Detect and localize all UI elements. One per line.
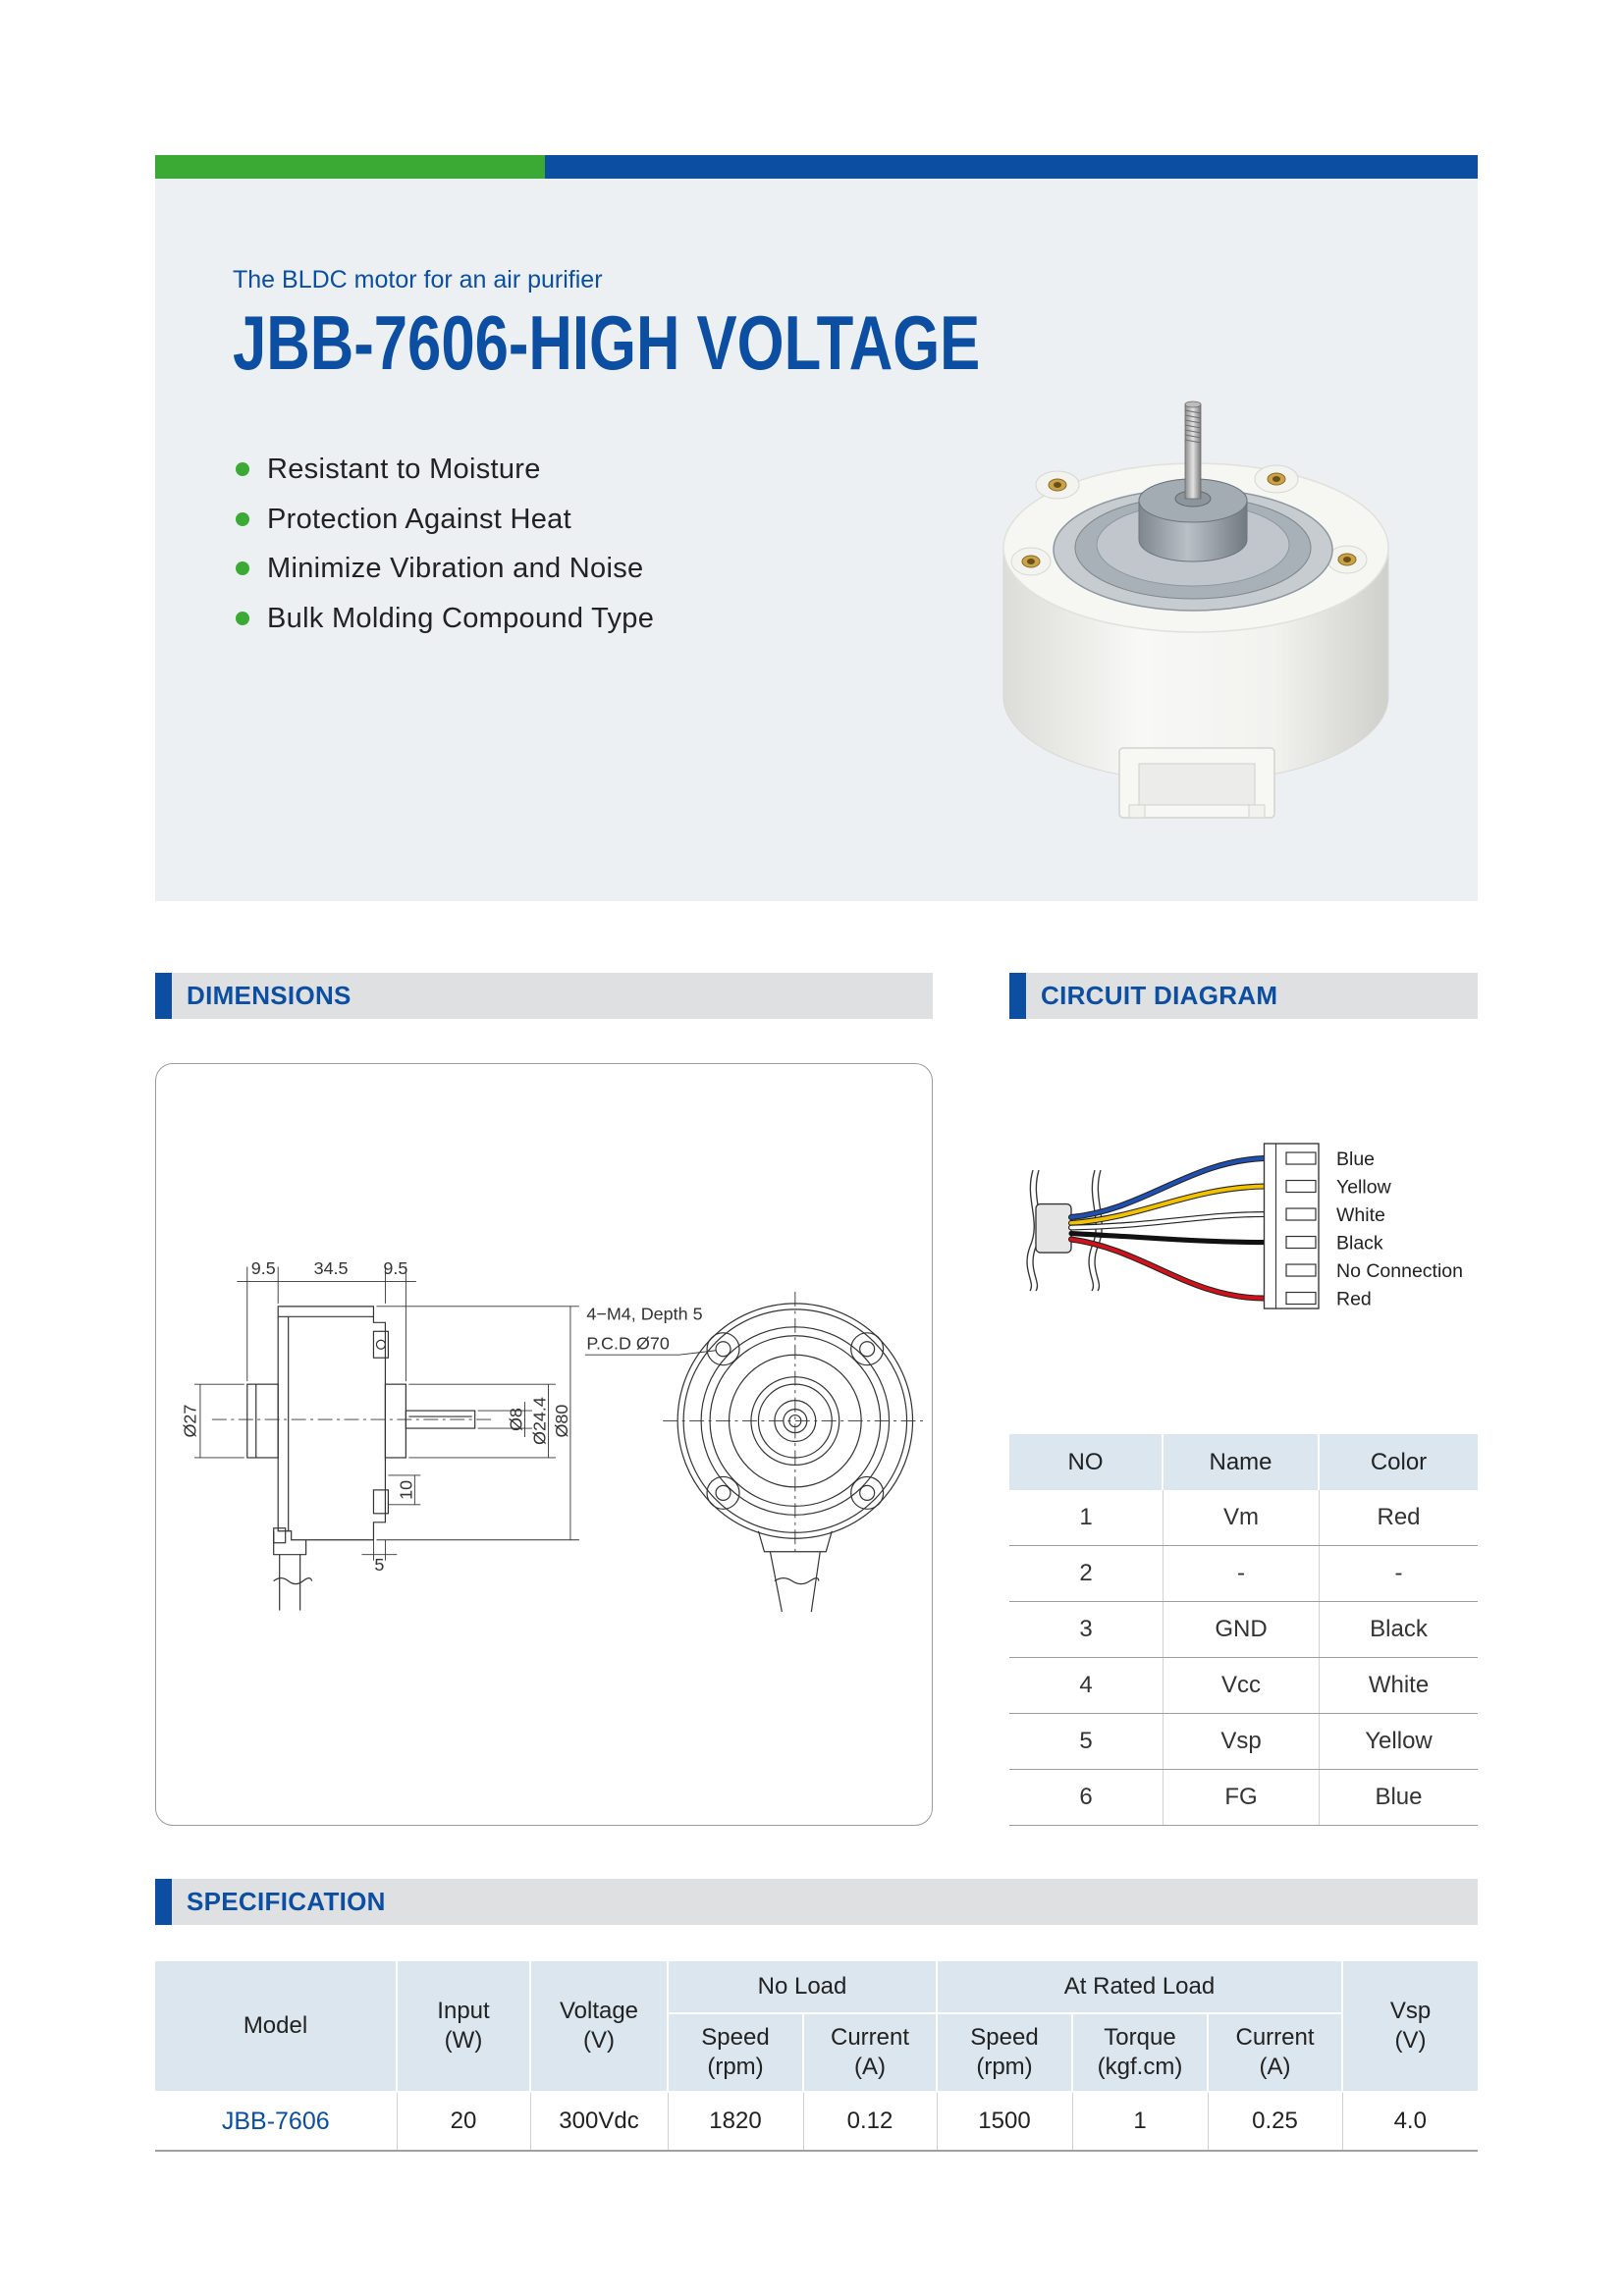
table-row [1009, 1490, 1478, 1546]
header-label: Voltage [559, 1998, 639, 2024]
table-row [1009, 1602, 1478, 1658]
dimensions-box [155, 1063, 933, 1826]
section-title: SPECIFICATION [187, 1887, 386, 1916]
header-unit: (rpm) [707, 2054, 764, 2080]
bullet-dot [236, 561, 249, 575]
feature-item [236, 500, 923, 539]
product-subtitle: The BLDC motor for an air purifier [233, 266, 603, 294]
motor-connector [1119, 748, 1274, 818]
dim-label: 34.5 [313, 1257, 349, 1278]
table-cell: GND [1164, 1602, 1320, 1657]
dim-label: 5 [374, 1555, 385, 1575]
header-unit: (A) [854, 2054, 886, 2080]
header-label: Input [437, 1998, 490, 2024]
header-label: Current [830, 2024, 910, 2051]
table-row [1009, 1658, 1478, 1714]
spec-header-row [155, 1961, 1478, 2013]
motor-photo [982, 383, 1414, 834]
table-cell: 6 [1009, 1770, 1164, 1825]
column-group-no-load: No Load [668, 1961, 937, 2013]
column-header: Color [1370, 1448, 1428, 1475]
wire-label: Blue [1336, 1148, 1376, 1170]
pin-table-header [1009, 1434, 1478, 1490]
table-cell: 20 [397, 2092, 530, 2151]
section-marker [1009, 973, 1026, 1019]
section-title: CIRCUIT DIAGRAM [1041, 981, 1278, 1010]
feature-text: Minimize Vibration and Noise [267, 553, 644, 584]
table-cell: 1820 [668, 2092, 803, 2151]
table-cell: 0.12 [803, 2092, 937, 2151]
table-cell: Black [1370, 1616, 1428, 1642]
dim-label: Ø80 [551, 1404, 571, 1438]
column-header: NO [1009, 1434, 1164, 1490]
cable-sheath [1036, 1204, 1071, 1254]
specification-table [155, 1961, 1478, 2152]
dim-label: Ø24.4 [529, 1397, 550, 1445]
section-marker [155, 973, 172, 1019]
front-view [663, 1292, 927, 1612]
table-cell: 5 [1009, 1714, 1164, 1769]
pcd-note: P.C.D Ø70 [586, 1333, 670, 1354]
table-cell: 300Vdc [530, 2092, 668, 2151]
section-marker [155, 1879, 172, 1925]
header-unit: (V) [1394, 2027, 1427, 2054]
feature-item [236, 450, 923, 489]
dimension-drawing [156, 1064, 932, 1825]
section-header-dimensions [155, 973, 933, 1019]
column-group-rated-load: At Rated Load [937, 1961, 1342, 2013]
column-header-current [803, 2013, 937, 2092]
column-header-speed [668, 2013, 803, 2092]
header-unit: (W) [444, 2027, 483, 2054]
table-cell: Yellow [1365, 1728, 1433, 1754]
feature-text: Resistant to Moisture [267, 454, 541, 485]
table-cell-model: JBB-7606 [155, 2092, 397, 2151]
table-row [1009, 1714, 1478, 1770]
feature-text: Bulk Molding Compound Type [267, 602, 655, 634]
table-row [1009, 1770, 1478, 1826]
table-cell: Blue [1375, 1784, 1423, 1810]
column-header-voltage [530, 1961, 668, 2092]
header-unit: (kgf.cm) [1097, 2054, 1183, 2080]
bullet-dot [236, 462, 249, 476]
table-cell: White [1368, 1672, 1430, 1698]
header-label: Torque [1104, 2024, 1176, 2051]
table-cell: 2 [1009, 1546, 1164, 1601]
product-title: JBB-7606-HIGH VOLTAGE [233, 299, 981, 386]
table-cell: Vcc [1164, 1658, 1320, 1713]
section-title: DIMENSIONS [187, 981, 352, 1010]
feature-text: Protection Against Heat [267, 503, 571, 535]
section-header-circuit [1009, 973, 1478, 1019]
table-cell: 3 [1009, 1602, 1164, 1657]
motor-shaft [1185, 401, 1201, 499]
side-view [212, 1307, 491, 1611]
header-unit: (A) [1259, 2054, 1291, 2080]
wire-label: No Connection [1336, 1259, 1463, 1282]
column-header-speed [937, 2013, 1072, 2092]
dim-label: 10 [396, 1479, 416, 1500]
table-cell: 4 [1009, 1658, 1164, 1713]
pin-table [1009, 1434, 1478, 1826]
header-label: Vsp [1389, 1998, 1432, 2024]
table-cell: 1 [1072, 2092, 1208, 2151]
header-unit: (rpm) [976, 2054, 1033, 2080]
wire-label: White [1336, 1203, 1385, 1226]
feature-list [236, 450, 923, 648]
table-cell: 0.25 [1208, 2092, 1342, 2151]
table-cell: 1500 [937, 2092, 1072, 2151]
top-accent-bar-green [155, 155, 545, 179]
section-header-specification [155, 1879, 1478, 1925]
circuit-diagram [1009, 1129, 1478, 1325]
wire-connector [1265, 1144, 1320, 1308]
header-label: Current [1235, 2024, 1315, 2051]
dim-label: Ø8 [506, 1408, 526, 1432]
dim-label: 9.5 [250, 1257, 276, 1278]
column-header-current [1208, 2013, 1342, 2092]
wire-label: Yellow [1336, 1176, 1391, 1199]
table-cell: Red [1377, 1504, 1421, 1530]
header-label: Speed [970, 2024, 1039, 2051]
table-cell: Vsp [1164, 1714, 1320, 1769]
table-row [155, 2092, 1478, 2151]
column-header-model: Model [155, 1961, 397, 2092]
wire-label: Red [1336, 1288, 1372, 1310]
column-header-vsp [1342, 1961, 1478, 2092]
hole-note: 4−M4, Depth 5 [586, 1304, 703, 1324]
table-cell: - [1164, 1546, 1320, 1601]
top-accent-bar-blue [545, 155, 1478, 179]
wire-label: Black [1336, 1232, 1383, 1255]
table-cell: Vm [1164, 1490, 1320, 1545]
bullet-dot [236, 612, 249, 625]
feature-item [236, 599, 923, 638]
table-cell: - [1394, 1560, 1403, 1586]
table-cell: 4.0 [1342, 2092, 1478, 2151]
feature-item [236, 549, 923, 588]
header-unit: (V) [583, 2027, 615, 2054]
column-header: Name [1164, 1434, 1320, 1490]
table-cell: FG [1164, 1770, 1320, 1825]
column-header-input [397, 1961, 530, 2092]
dim-label: Ø27 [180, 1404, 200, 1438]
wires [1071, 1158, 1265, 1299]
bullet-dot [236, 512, 249, 526]
table-row [1009, 1546, 1478, 1602]
header-label: Speed [701, 2024, 770, 2051]
dim-label: 9.5 [383, 1257, 408, 1278]
table-cell: 1 [1009, 1490, 1164, 1545]
column-header-torque [1072, 2013, 1208, 2092]
